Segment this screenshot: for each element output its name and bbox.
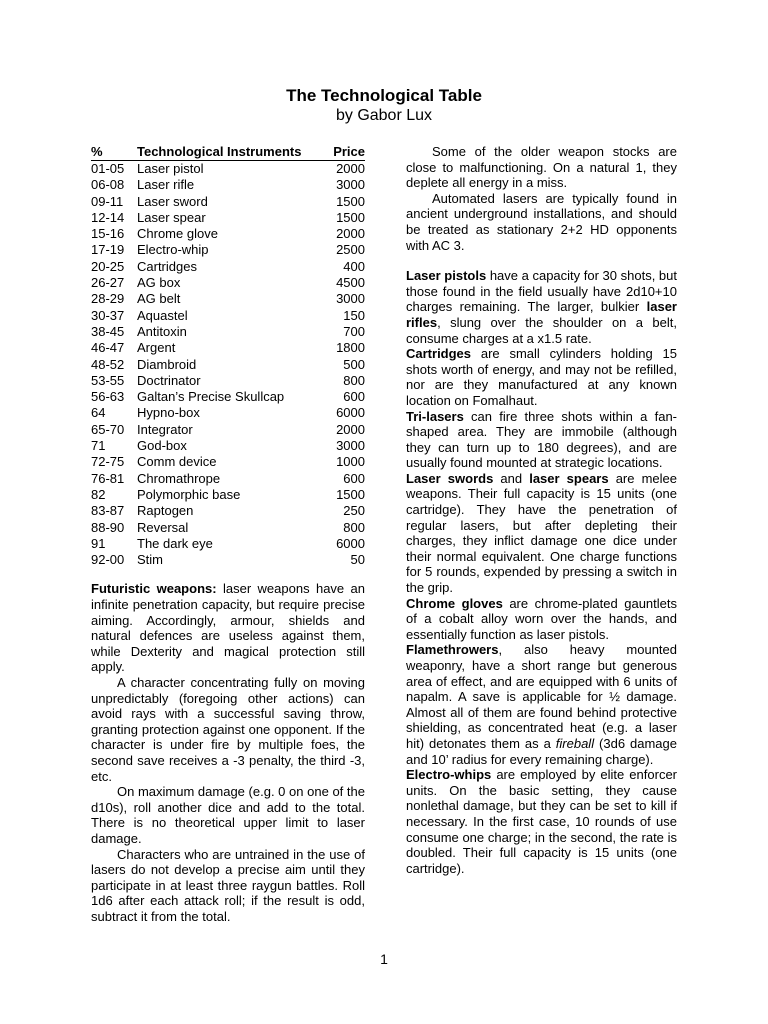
row-percent: 92-00 [91, 552, 125, 568]
untrained-paragraph: Characters who are untrained in the use of lasers do not develop a precise aim until they participate in at least three raygun battles. Roll 1d6 after each attack roll; if the result is odd, subtract it from the total. [91, 846, 365, 924]
laser-pistols-term: Laser pistols [406, 268, 487, 284]
row-percent: 30-37 [91, 307, 125, 323]
row-instrument-name: Laser pistol [137, 161, 204, 176]
flamethrowers-paragraph [406, 642, 677, 767]
row-percent: 65-70 [91, 421, 125, 437]
table-row [91, 471, 365, 487]
laser-swords-term: Laser swords [406, 470, 494, 486]
row-instrument-name: Argent [137, 340, 176, 356]
chrome-gloves-term: Chrome gloves [406, 595, 503, 611]
table-row [91, 422, 365, 438]
row-price: 700 [343, 323, 365, 339]
row-price: 500 [343, 356, 365, 372]
row-instrument-name: Chrome glove [137, 226, 218, 242]
row-price: 50 [350, 552, 365, 568]
row-instrument-name: Laser spear [137, 209, 206, 225]
table-row [91, 226, 365, 242]
trilasers-term: Tri-lasers [406, 408, 464, 424]
table-row [91, 308, 365, 324]
row-instrument-name: Polymorphic base [137, 486, 241, 502]
row-price: 1500 [336, 193, 365, 209]
row-percent: 12-14 [91, 209, 125, 225]
cartridges-term: Cartridges [406, 346, 472, 362]
table-row [91, 520, 365, 536]
row-instrument-name: Galtan’s Precise Skullcap [137, 389, 285, 405]
right-column [406, 144, 677, 876]
table-row [91, 340, 365, 356]
technological-instruments-table [91, 144, 365, 568]
row-price: 2000 [336, 161, 365, 176]
table-row [91, 161, 365, 178]
row-price: 6000 [336, 535, 365, 551]
table-body [91, 161, 365, 569]
row-percent: 72-75 [91, 454, 125, 470]
row-percent: 64 [91, 405, 106, 421]
table-row [91, 454, 365, 470]
chrome-gloves-paragraph [406, 596, 677, 643]
laser-pistols-paragraph [406, 268, 677, 346]
futuristic-weapons-body: laser weapons have an infinite penetration capacity, but require precise aiming. Accordingly, armour, shields and natural defences are useless against them, while Dexterity and magical protection still apply. [91, 581, 366, 675]
row-instrument-name: Hypno-box [137, 405, 200, 421]
table-row [91, 324, 365, 340]
row-price: 150 [343, 307, 365, 323]
row-price: 3000 [336, 291, 365, 307]
automated-lasers-paragraph: Automated lasers are typically found in ancient underground installations, and should be treated as stationary 2+2 HD opponents with AC 3. [406, 190, 677, 253]
row-instrument-name: Integrator [137, 421, 193, 437]
cartridges-body: are small cylinders holding 15 shots worth of energy, and may not be refilled, nor are they manufactured at any known location on Fomalhaut. [406, 346, 677, 408]
row-price: 600 [343, 389, 365, 405]
page-number: 1 [380, 951, 388, 967]
row-percent: 20-25 [91, 258, 125, 274]
row-instrument-name: Aquastel [137, 307, 188, 323]
table-row [91, 552, 365, 568]
header-percent: % [91, 144, 137, 161]
row-price: 2500 [336, 242, 365, 258]
left-text [91, 581, 365, 924]
evasion-paragraph: A character concentrating fully on moving unpredictably (foregoing other actions) can avoid rays with a successful saving throw, granting protection against one opponent. If the character is under fire by multiple foes, the second save receives a -3 penalty, the third -3, etc. [91, 674, 365, 784]
flamethrowers-body-1: , also heavy mounted weaponry, have a short range but generous area of effect, and are equipped with 6 units of napalm. A save is applicable for ½ damage. Almost all of them are found behind protective shielding, as concentrated heat (e.g. a laser hit) detonates them as a [406, 642, 677, 751]
row-percent: 76-81 [91, 470, 125, 486]
electrowhips-term: Electro-whips [406, 767, 492, 783]
row-price: 600 [343, 470, 365, 486]
row-percent: 46-47 [91, 340, 125, 356]
table-row [91, 275, 365, 291]
row-percent: 15-16 [91, 226, 125, 242]
row-instrument-name: AG belt [137, 291, 181, 307]
row-price: 3000 [336, 438, 365, 454]
chrome-gloves-body: are chrome-plated gauntlets of a cobalt alloy worn over the hands, and essentially function as laser pistols. [406, 595, 677, 642]
table-row [91, 291, 365, 307]
row-price: 3000 [336, 177, 365, 193]
cartridges-paragraph [406, 346, 677, 408]
row-instrument-name: Cartridges [137, 258, 197, 274]
laser-swords-body: are melee weapons. Their full capacity is 15 units (one cartridge). They have the penetration of regular lasers, but after depleting their charges, they inflict damage one dice under their normal equivalent. One charge functions for 5 rounds, expended by pressing a switch in the grip. [406, 470, 677, 596]
header-price: Price [313, 144, 365, 161]
row-percent: 28-29 [91, 291, 125, 307]
row-instrument-name: Antitoxin [137, 323, 187, 339]
row-instrument-name: Comm device [137, 454, 217, 470]
table-row [91, 389, 365, 405]
document-title: The Technological Table [286, 86, 482, 105]
table-row [91, 177, 365, 193]
table-row [91, 438, 365, 454]
electrowhips-paragraph [406, 767, 677, 876]
row-price: 2000 [336, 421, 365, 437]
row-instrument-name: God-box [137, 438, 187, 454]
row-price: 6000 [336, 405, 365, 421]
table-row [91, 210, 365, 226]
row-price: 1800 [336, 340, 365, 356]
row-percent: 71 [91, 438, 106, 454]
row-price: 4500 [336, 275, 365, 291]
futuristic-weapons-paragraph [91, 581, 365, 675]
flamethrowers-term: Flamethrowers [406, 642, 499, 658]
row-instrument-name: Electro-whip [137, 242, 209, 258]
table-row [91, 503, 365, 519]
electrowhips-body: are employed by elite enforcer units. On the basic setting, they cause nonlethal damage, but they can be set to kill if necessary. In the first case, 10 rounds of use consume one charge; in the second, the rate is doubled. Their full capacity is 15 units (one cartridge). [406, 767, 677, 876]
row-percent: 53-55 [91, 372, 125, 388]
row-percent: 26-27 [91, 275, 125, 291]
table-row [91, 242, 365, 258]
table-row [91, 357, 365, 373]
and-word: and [493, 470, 530, 486]
document-author: by Gabor Lux [335, 107, 433, 124]
row-percent: 91 [91, 535, 106, 551]
laser-spears-term: laser spears [529, 470, 609, 486]
row-percent: 83-87 [91, 503, 125, 519]
laser-pistols-body-2: , slung over the shoulder on a belt, consume charges at a x1.5 rate. [406, 314, 677, 346]
table-row [91, 373, 365, 389]
table-row [91, 536, 365, 552]
header-instrument: Technological Instruments [137, 144, 313, 161]
table-row [91, 405, 365, 421]
laser-swords-paragraph [406, 471, 677, 596]
row-price: 2000 [336, 226, 365, 242]
row-percent: 06-08 [91, 177, 125, 193]
row-instrument-name: Raptogen [137, 503, 194, 519]
row-price: 800 [343, 372, 365, 388]
row-instrument-name: Chromathrope [137, 470, 221, 486]
row-percent: 38-45 [91, 323, 125, 339]
title-block [0, 86, 768, 126]
fireball-term: fireball [555, 735, 595, 751]
trilasers-body: can fire three shots within a fan-shaped area. They are immobile (although they can turn up to 180 degrees), and are usually found mounted at strategic locations. [406, 408, 677, 471]
row-instrument-name: Laser sword [137, 193, 208, 209]
table-row [91, 487, 365, 503]
futuristic-weapons-term: Futuristic weapons: [91, 581, 217, 597]
malfunction-paragraph: Some of the older weapon stocks are close to malfunctioning. On a natural 1, they deplete all energy in a miss. [406, 144, 677, 191]
trilasers-paragraph [406, 409, 677, 471]
laser-rifles-term: laser rifles [406, 299, 677, 330]
row-instrument-name: The dark eye [137, 535, 213, 551]
row-percent: 82 [91, 486, 106, 502]
flamethrowers-body-2: (3d6 damage and 10’ radius for every remaining charge). [406, 735, 677, 767]
row-percent: 09-11 [91, 193, 124, 209]
table-row [91, 194, 365, 210]
row-price: 1500 [336, 209, 365, 225]
row-percent: 01-05 [91, 161, 125, 176]
row-instrument-name: Doctrinator [137, 372, 201, 388]
row-price: 1000 [336, 454, 365, 470]
table-row [91, 259, 365, 275]
row-instrument-name: Diambroid [137, 356, 197, 372]
row-price: 400 [343, 258, 365, 274]
row-price: 250 [343, 503, 365, 519]
row-percent: 88-90 [91, 519, 125, 535]
table-header-row [91, 144, 365, 161]
row-price: 1500 [336, 486, 365, 502]
row-percent: 56-63 [91, 389, 125, 405]
laser-pistols-body-1: have a capacity for 30 shots, but those found in the field usually have 2d10+10 charges remaining. The larger, bulkier [406, 268, 677, 315]
row-percent: 17-19 [91, 242, 125, 258]
row-instrument-name: AG box [137, 275, 181, 291]
left-column [91, 144, 365, 924]
row-instrument-name: Reversal [137, 519, 189, 535]
maximum-damage-paragraph: On maximum damage (e.g. 0 on one of the d10s), roll another dice and add to the total. There is no theoretical upper limit to laser damage. [91, 784, 365, 846]
row-price: 800 [343, 519, 365, 535]
row-instrument-name: Stim [137, 552, 163, 568]
row-instrument-name: Laser rifle [137, 177, 195, 193]
row-percent: 48-52 [91, 356, 125, 372]
